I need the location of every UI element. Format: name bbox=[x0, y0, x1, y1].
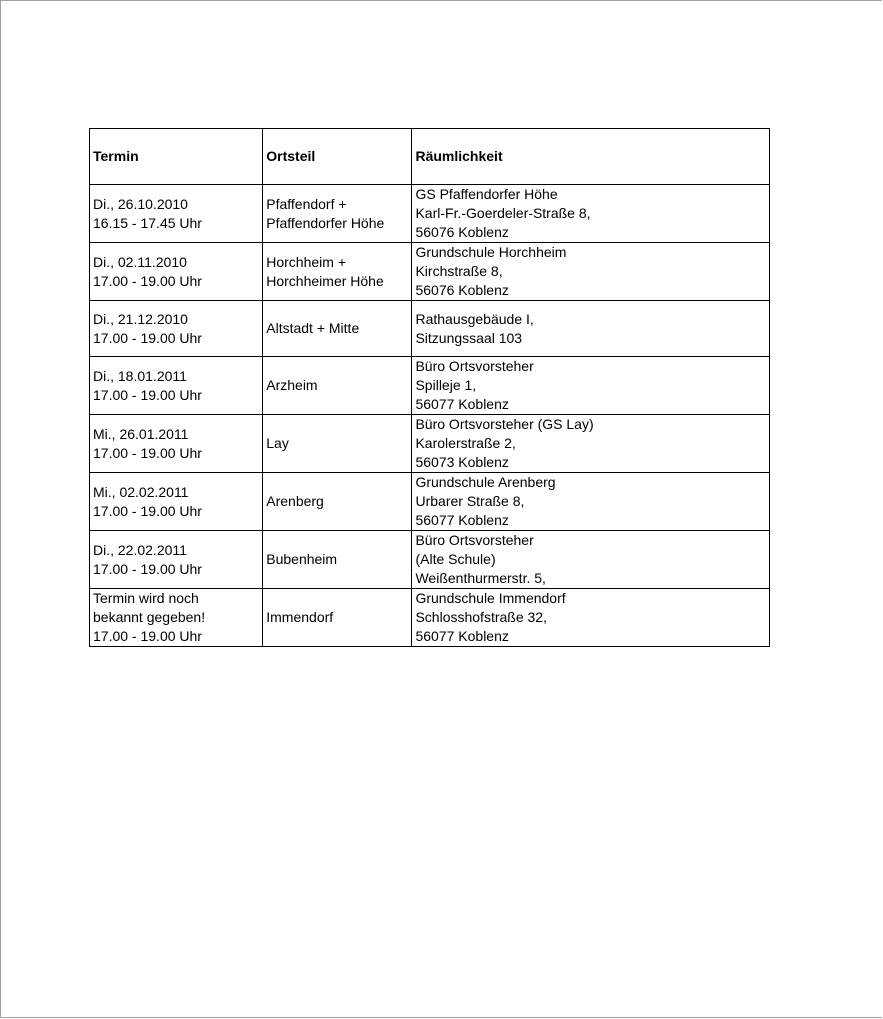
header-raeumlichkeit: Räumlichkeit bbox=[412, 129, 770, 185]
ortsteil-cell-line: Pfaffendorfer Höhe bbox=[266, 214, 385, 231]
raeumlichkeit-cell-line: Spilleje 1, bbox=[415, 377, 477, 393]
termin-cell-line: 16.15 - 17.45 Uhr bbox=[93, 214, 202, 231]
termin-cell-line: 17.00 - 19.00 Uhr bbox=[93, 386, 202, 403]
termin-cell-line: 17.00 - 19.00 Uhr bbox=[93, 628, 202, 644]
table-row bbox=[90, 589, 770, 647]
header-termin: Termin bbox=[90, 129, 263, 185]
termin-cell bbox=[90, 243, 263, 301]
termin-cell-line: Di., 02.11.2010 bbox=[93, 253, 187, 270]
raeumlichkeit-cell-line: 56077 Koblenz bbox=[415, 396, 509, 412]
raeumlichkeit-cell-line: Büro Ortsvorsteher bbox=[415, 358, 534, 374]
termin-cell bbox=[90, 589, 263, 647]
raeumlichkeit-cell bbox=[412, 531, 770, 589]
ortsteil-cell-line: Arenberg bbox=[266, 493, 324, 509]
raeumlichkeit-cell-line: GS Pfaffendorfer Höhe bbox=[415, 186, 558, 202]
raeumlichkeit-cell-line: Sitzungssaal 103 bbox=[415, 329, 523, 346]
table-row bbox=[90, 185, 770, 243]
raeumlichkeit-cell-line: 56077 Koblenz bbox=[415, 512, 509, 528]
ortsteil-cell-line: Altstadt + Mitte bbox=[266, 320, 360, 336]
termin-cell-line: Di., 21.12.2010 bbox=[93, 310, 188, 327]
termin-cell-line: bekannt gegeben! bbox=[93, 609, 206, 625]
raeumlichkeit-cell bbox=[412, 357, 770, 415]
raeumlichkeit-cell-line: Schlosshofstraße 32, bbox=[415, 609, 547, 625]
table-row bbox=[90, 243, 770, 301]
raeumlichkeit-cell-line: Büro Ortsvorsteher (GS Lay) bbox=[415, 416, 594, 432]
termin-cell-line: 17.00 - 19.00 Uhr bbox=[93, 502, 202, 519]
raeumlichkeit-cell-line: Urbarer Straße 8, bbox=[415, 493, 525, 509]
termin-cell-line: 17.00 - 19.00 Uhr bbox=[93, 329, 202, 346]
raeumlichkeit-cell bbox=[412, 243, 770, 301]
header-row bbox=[90, 129, 770, 185]
raeumlichkeit-cell bbox=[412, 301, 770, 357]
ortsteil-cell bbox=[263, 243, 412, 301]
ortsteil-cell-line: Horchheimer Höhe bbox=[266, 272, 384, 289]
ortsteil-cell bbox=[263, 301, 412, 357]
termin-cell-line: Di., 22.02.2011 bbox=[93, 541, 187, 558]
raeumlichkeit-cell-line: (Alte Schule) bbox=[415, 551, 496, 567]
termin-cell-line: 17.00 - 19.00 Uhr bbox=[93, 444, 202, 461]
raeumlichkeit-cell-line: Grundschule Horchheim bbox=[415, 244, 567, 260]
termin-cell-line: Di., 18.01.2011 bbox=[93, 367, 187, 384]
raeumlichkeit-cell bbox=[412, 589, 770, 647]
table-row bbox=[90, 301, 770, 357]
ortsteil-cell bbox=[263, 415, 412, 473]
ortsteil-cell-line: Pfaffendorf + bbox=[266, 195, 347, 212]
ortsteil-cell-line: Lay bbox=[266, 435, 289, 451]
raeumlichkeit-cell-line: 56077 Koblenz bbox=[415, 628, 509, 644]
schedule-table bbox=[89, 128, 770, 647]
raeumlichkeit-cell-line: 56076 Koblenz bbox=[415, 224, 509, 240]
ortsteil-cell bbox=[263, 531, 412, 589]
ortsteil-cell bbox=[263, 473, 412, 531]
termin-cell bbox=[90, 301, 263, 357]
ortsteil-cell-line: Bubenheim bbox=[266, 551, 338, 567]
raeumlichkeit-cell bbox=[412, 185, 770, 243]
ortsteil-cell bbox=[263, 357, 412, 415]
termin-cell-line: Mi., 26.01.2011 bbox=[93, 425, 189, 442]
termin-cell-line: Termin wird noch bbox=[93, 590, 199, 606]
raeumlichkeit-cell-line: Grundschule Arenberg bbox=[415, 474, 556, 490]
termin-cell bbox=[90, 531, 263, 589]
raeumlichkeit-cell bbox=[412, 415, 770, 473]
ortsteil-cell bbox=[263, 185, 412, 243]
raeumlichkeit-cell-line: 56073 Koblenz bbox=[415, 454, 509, 470]
raeumlichkeit-cell-line: Karolerstraße 2, bbox=[415, 435, 516, 451]
raeumlichkeit-cell-line: Rathausgebäude I, bbox=[415, 310, 534, 327]
termin-cell-line: Mi., 02.02.2011 bbox=[93, 483, 189, 500]
termin-cell bbox=[90, 357, 263, 415]
termin-cell-line: 17.00 - 19.00 Uhr bbox=[93, 272, 202, 289]
raeumlichkeit-cell-line: Karl-Fr.-Goerdeler-Straße 8, bbox=[415, 205, 591, 221]
ortsteil-cell-line: Horchheim + bbox=[266, 253, 347, 270]
raeumlichkeit-cell-line: Weißenthurmerstr. 5, bbox=[415, 570, 546, 586]
table-row bbox=[90, 473, 770, 531]
raeumlichkeit-cell-line: Grundschule Immendorf bbox=[415, 590, 566, 606]
header-ortsteil: Ortsteil bbox=[263, 129, 412, 185]
table-row bbox=[90, 531, 770, 589]
raeumlichkeit-cell-line: 56076 Koblenz bbox=[415, 282, 509, 298]
ortsteil-cell-line: Immendorf bbox=[266, 609, 334, 625]
termin-cell-line: 17.00 - 19.00 Uhr bbox=[93, 560, 202, 577]
ortsteil-cell bbox=[263, 589, 412, 647]
termin-cell-line: Di., 26.10.2010 bbox=[93, 195, 188, 212]
termin-cell bbox=[90, 473, 263, 531]
table-body bbox=[90, 185, 770, 647]
ortsteil-cell-line: Arzheim bbox=[266, 377, 318, 393]
raeumlichkeit-cell-line: Kirchstraße 8, bbox=[415, 263, 503, 279]
raeumlichkeit-cell-line: Büro Ortsvorsteher bbox=[415, 532, 534, 548]
termin-cell bbox=[90, 415, 263, 473]
termin-cell bbox=[90, 185, 263, 243]
table-row bbox=[90, 415, 770, 473]
table-row bbox=[90, 357, 770, 415]
raeumlichkeit-cell bbox=[412, 473, 770, 531]
